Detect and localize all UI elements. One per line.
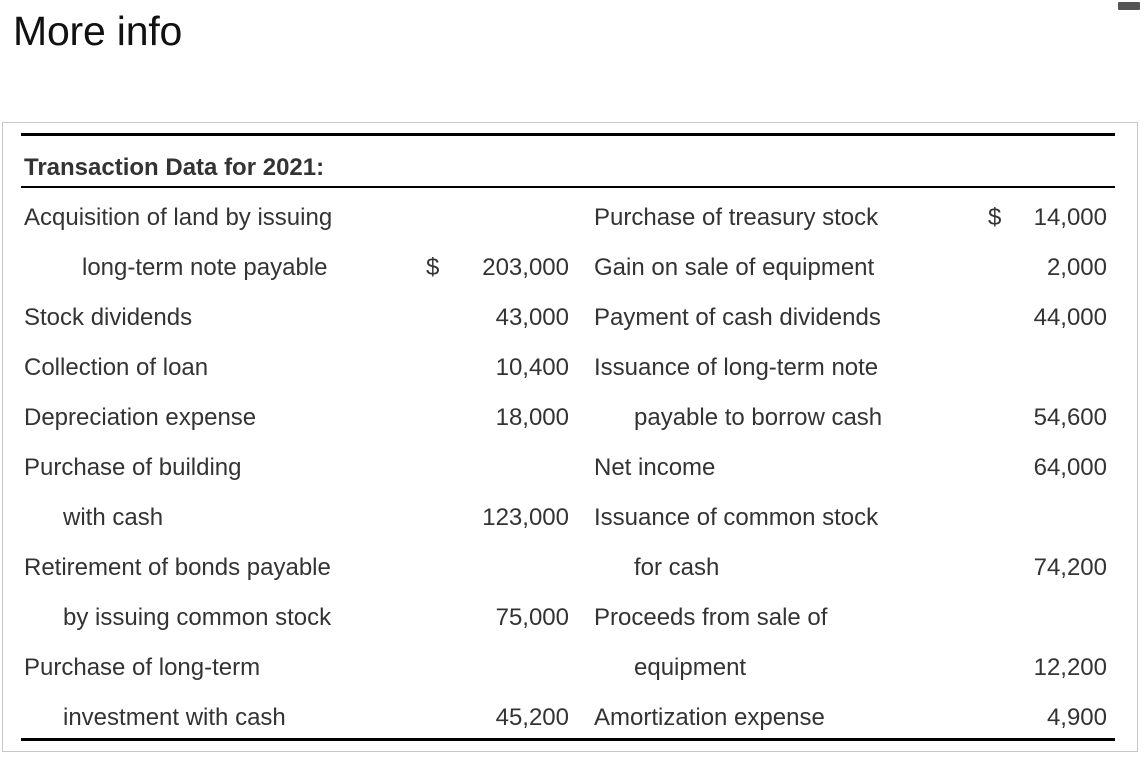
top-rule [21, 133, 1115, 136]
right-item-amount: 74,200 [1033, 554, 1107, 581]
right-item-amount: 44,000 [1033, 304, 1107, 331]
left-item-amount: 203,000 [482, 254, 569, 281]
right-item-label: Proceeds from sale of [594, 604, 828, 631]
left-item-amount: 75,000 [495, 604, 569, 631]
right-item-label: Issuance of long-term note [594, 354, 879, 381]
right-item-label: payable to borrow cash [634, 404, 883, 431]
left-item-amount: 10,400 [495, 354, 569, 381]
table-row [3, 693, 1137, 743]
right-item-amount: 4,900 [1046, 704, 1107, 731]
right-item-label: equipment [634, 654, 747, 681]
left-item-amount: 43,000 [495, 304, 569, 331]
table-row [3, 243, 1137, 293]
left-item-label: by issuing common stock [63, 604, 332, 631]
left-item-amount: 18,000 [495, 404, 569, 431]
left-item-label: Collection of loan [24, 354, 209, 381]
transaction-table [3, 193, 1137, 743]
left-item-label: Purchase of long-term [24, 654, 261, 681]
right-item-label: Payment of cash dividends [594, 304, 881, 331]
right-item-label: Purchase of treasury stock [594, 204, 879, 231]
currency-symbol: $ [426, 254, 440, 281]
right-item-amount: 54,600 [1033, 404, 1107, 431]
right-item-amount: 14,000 [1033, 204, 1107, 231]
left-item-label: Depreciation expense [24, 404, 257, 431]
right-item-label: for cash [634, 554, 720, 581]
heading-rule [21, 186, 1115, 188]
table-row [3, 193, 1137, 243]
table-row [3, 493, 1137, 543]
transaction-data-panel [2, 122, 1138, 752]
currency-symbol: $ [988, 204, 1002, 231]
left-item-label: Retirement of bonds payable [24, 554, 331, 581]
right-item-label: Net income [594, 454, 716, 481]
left-item-label: Purchase of building [24, 454, 242, 481]
table-row [3, 543, 1137, 593]
right-item-amount: 12,200 [1033, 654, 1107, 681]
table-row [3, 593, 1137, 643]
table-row [3, 393, 1137, 443]
left-item-label: Acquisition of land by issuing [24, 204, 333, 231]
minimize-icon[interactable] [1118, 2, 1140, 10]
right-item-label: Gain on sale of equipment [594, 254, 875, 281]
bottom-rule [21, 738, 1115, 741]
left-item-label: Stock dividends [24, 304, 193, 331]
left-item-amount: 45,200 [495, 704, 569, 731]
table-row [3, 293, 1137, 343]
table-row [3, 643, 1137, 693]
left-item-label: long-term note payable [82, 254, 328, 281]
left-item-label: investment with cash [63, 704, 286, 731]
left-item-amount: 123,000 [482, 504, 569, 531]
right-item-amount: 2,000 [1046, 254, 1107, 281]
table-row [3, 443, 1137, 493]
right-item-amount: 64,000 [1033, 454, 1107, 481]
dialog-title: More info [13, 8, 183, 54]
left-item-label: with cash [63, 504, 164, 531]
table-row [3, 343, 1137, 393]
right-item-label: Issuance of common stock [594, 504, 879, 531]
right-item-label: Amortization expense [594, 704, 825, 731]
table-heading: Transaction Data for 2021: [24, 154, 325, 181]
